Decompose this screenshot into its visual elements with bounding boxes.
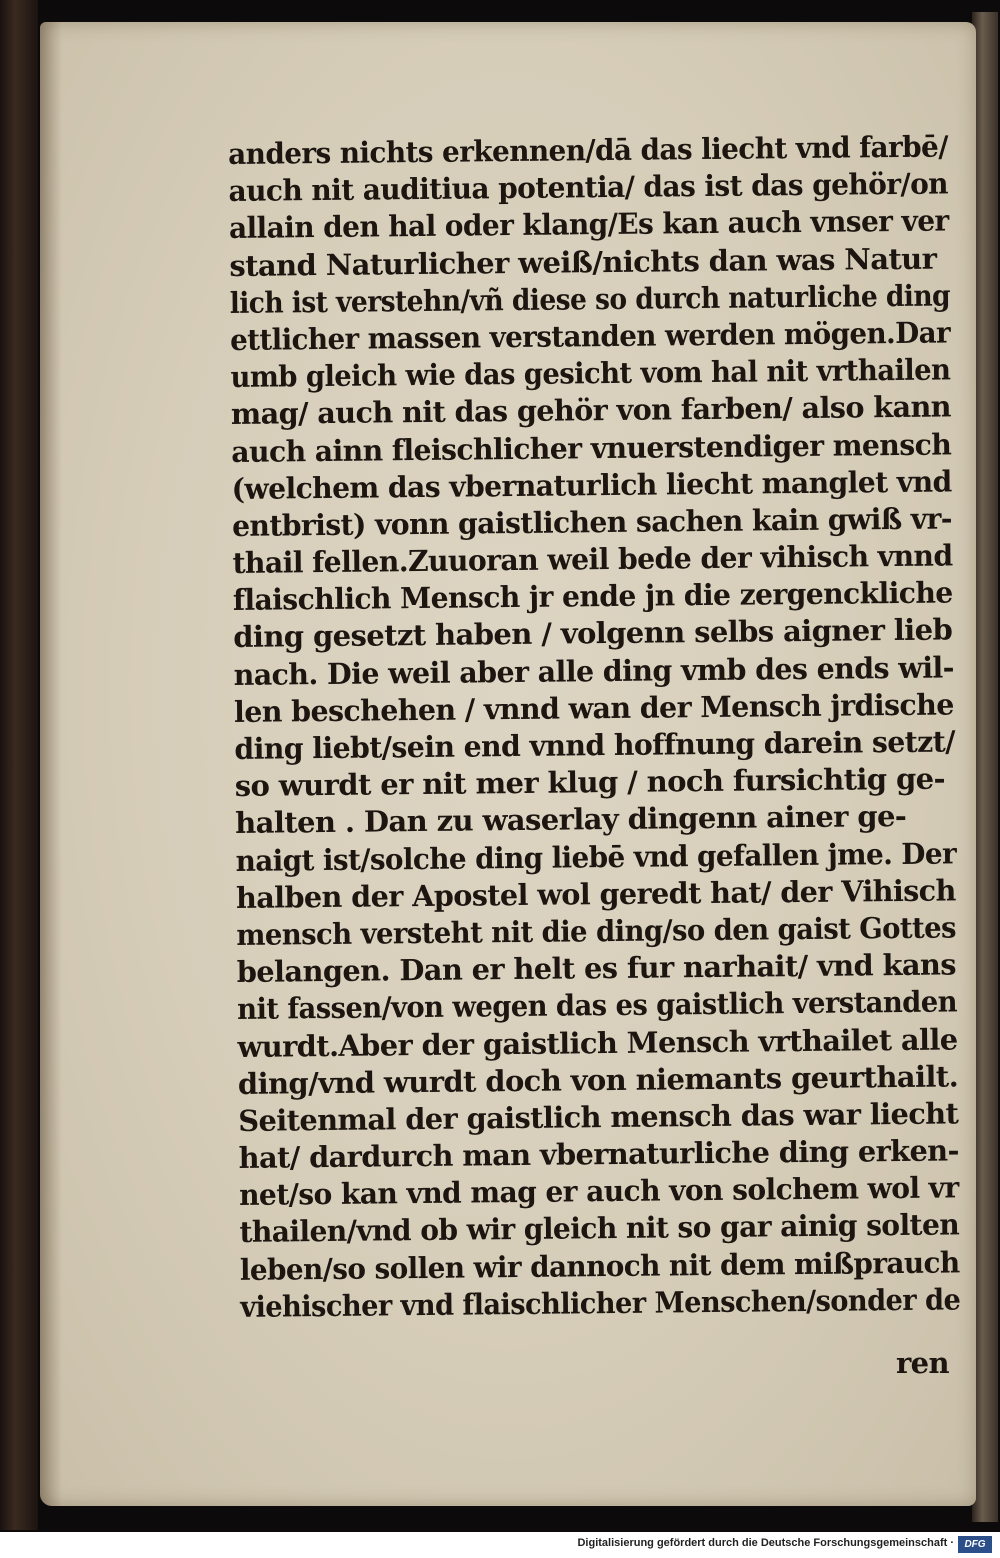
text-line: wurdt.Aber der gaistlich Mensch vrthailet alle (237, 1021, 958, 1064)
text-line: allain den hal oder klang/Es kan auch vnser ver (228, 203, 949, 246)
page-text-block (228, 128, 960, 1325)
text-line: auch nit auditiua potentia/ das ist das gehör/on (228, 166, 949, 209)
book-binding (0, 0, 38, 1530)
text-line: hat/ dardurch man vbernaturliche ding erken- (238, 1133, 960, 1176)
text-line: naigt ist/solche ding liebē vnd gefallen jme. Der (235, 835, 957, 878)
text-line: ding/vnd wurdt doch von niemants geurthailt. (237, 1059, 959, 1101)
text-line: nit fassen/von wegen das es gaistlich verstanden (236, 984, 958, 1027)
text-line: lich ist verstehn/vñ diese so durch naturliche ding (229, 278, 951, 320)
text-line: Seitenmal der gaistlich mensch das war liecht (238, 1096, 959, 1138)
text-line: entbrist) vonn gaistlichen sachen kain gwiß vr- (231, 501, 953, 543)
text-line: halben der Apostel wol geredt hat/ der Vihisch (235, 873, 956, 915)
text-line: (welchem das vbernaturlich liecht manglet vnd (231, 464, 952, 506)
text-line: so wurdt er nit mer klug / noch fursichtig ge- (234, 761, 946, 804)
digitization-footer (0, 1532, 1000, 1558)
text-line: nach. Die weil aber alle ding vmb des ends wil- (233, 650, 955, 692)
page-gutter-shadow (40, 22, 62, 1506)
book-page (40, 22, 976, 1506)
text-line: belangen. Dan er helt es fur narhait/ vnd kans (236, 947, 957, 990)
funding-credit: Digitalisierung gefördert durch die Deutsche Forschungsgemeinschaft · (577, 1537, 954, 1549)
text-line: ettlicher massen verstanden werden mögen.Dar (229, 315, 951, 357)
text-line: anders nichts erkennen/dā das liecht vnd farbē/ (228, 129, 949, 171)
text-line: viehischer vnd flaischlicher Menschen/sonder de (240, 1282, 961, 1324)
text-line: auch ainn fleischlicher vnuerstendiger mensch (231, 426, 952, 469)
text-line: mensch versteht nit die ding/so den gaist Gottes (236, 910, 957, 952)
text-line: len beschehen / vnnd wan der Mensch jrdische (233, 687, 954, 729)
text-line: leben/so sollen wir dannoch nit dem mißprauch (239, 1245, 960, 1287)
text-line: umb gleich wie das gesicht vom hal nit vrthailen (230, 352, 951, 395)
text-line: thail fellen.Zuuoran weil bede der vihisch vnnd (232, 538, 953, 581)
text-line: halten . Dan zu waserlay dingenn ainer ge- (235, 799, 907, 841)
text-line: mag/ auch nit das gehör von farben/ also kann (230, 389, 952, 432)
text-line: ding gesetzt haben / volgenn selbs aigner lieb (233, 612, 953, 655)
dfg-logo-icon: DFG (958, 1536, 992, 1553)
text-line: stand Naturlicher weiß/nichts dan was Natur (229, 241, 937, 283)
text-line: ding liebt/sein end vnnd hoffnung darein setzt/ (234, 724, 956, 766)
text-line: net/so kan vnd mag er auch von solchem wol vr (238, 1170, 959, 1213)
text-line: flaischlich Mensch jr ende jn die zergenckliche (232, 575, 953, 618)
catchword: ren (896, 1346, 950, 1380)
text-line: thailen/vnd ob wir gleich nit so gar ainig solten (239, 1207, 960, 1250)
